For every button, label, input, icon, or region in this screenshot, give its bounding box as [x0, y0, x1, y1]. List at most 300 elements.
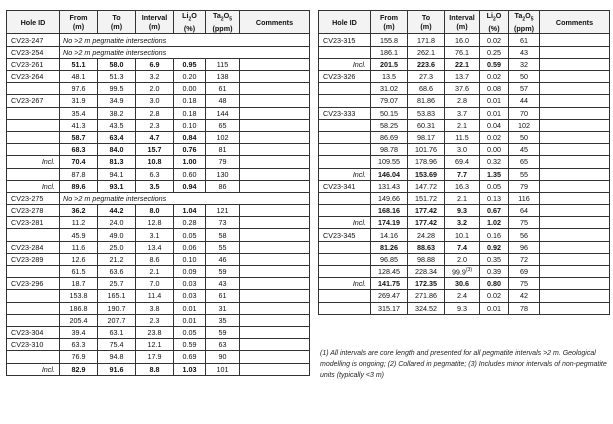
ta2o5-cell: 55: [206, 241, 240, 253]
to-cell: 171.8: [408, 34, 445, 46]
ta2o5-cell: 46: [206, 253, 240, 265]
from-cell: 97.6: [60, 83, 98, 95]
interval-cell: 30.6: [445, 278, 480, 290]
li2o-cell: 1.04: [174, 205, 206, 217]
footnote-marker: (3): [465, 267, 473, 274]
from-cell: 68.3: [60, 144, 98, 156]
li2o-cell: 1.03: [174, 363, 206, 375]
ta2o5-cell: 43: [509, 46, 540, 58]
comment-cell: [240, 326, 310, 338]
to-cell: 38.2: [98, 107, 136, 119]
to-cell: 51.3: [98, 71, 136, 83]
from-cell: 76.9: [60, 351, 98, 363]
hole-id-cell: [7, 302, 60, 314]
to-cell: 24.28: [408, 229, 445, 241]
table-row: [319, 192, 610, 204]
right-intercepts-table: [318, 10, 610, 315]
ta2o5-cell: 101: [206, 363, 240, 375]
li2o-cell: 0.67: [480, 205, 509, 217]
comment-cell: No >2 m pegmatite intersections: [60, 34, 310, 46]
table-row: [7, 339, 310, 351]
interval-cell: 3.2: [445, 217, 480, 229]
to-cell: 34.9: [98, 95, 136, 107]
comment-cell: [240, 302, 310, 314]
from-cell: 48.1: [60, 71, 98, 83]
from-cell: 109.55: [371, 156, 408, 168]
from-cell: 51.1: [60, 58, 98, 70]
comment-cell: [240, 71, 310, 83]
comment-cell: [540, 168, 610, 180]
li2o-cell: 0.01: [174, 314, 206, 326]
from-cell: 315.17: [371, 302, 408, 314]
ta2o5-cell: 73: [206, 217, 240, 229]
li2o-cell: 0.18: [174, 95, 206, 107]
comment-cell: [540, 205, 610, 217]
to-cell: 63.4: [98, 131, 136, 143]
interval-cell: 2.0: [445, 253, 480, 265]
to-cell: 178.96: [408, 156, 445, 168]
interval-cell: 3.2: [136, 71, 174, 83]
hole-id-cell: CV23-289: [7, 253, 60, 265]
table-row: [7, 156, 310, 168]
to-cell: 25.0: [98, 241, 136, 253]
hole-id-cell: [319, 156, 371, 168]
table-row: [7, 229, 310, 241]
to-cell: 93.1: [98, 180, 136, 192]
li2o-cell: 0.08: [480, 83, 509, 95]
header-from: From (m): [60, 11, 98, 34]
to-cell: 153.69: [408, 168, 445, 180]
hole-id-cell: CV23-267: [7, 95, 60, 107]
hole-id-cell: CV23-304: [7, 326, 60, 338]
from-cell: 201.5: [371, 58, 408, 70]
to-cell: 58.0: [98, 58, 136, 70]
from-cell: 35.4: [60, 107, 98, 119]
interval-cell: 2.8: [445, 95, 480, 107]
from-cell: 149.66: [371, 192, 408, 204]
from-cell: 12.6: [60, 253, 98, 265]
from-cell: 31.02: [371, 83, 408, 95]
comment-cell: [540, 229, 610, 241]
table-row: [319, 266, 610, 278]
li2o-cell: 0.10: [174, 253, 206, 265]
interval-cell: 6.9: [136, 58, 174, 70]
li2o-cell: 0.01: [480, 302, 509, 314]
ta2o5-cell: 90: [206, 351, 240, 363]
table-row: [319, 58, 610, 70]
table-row: [7, 58, 310, 70]
li2o-cell: 0.05: [174, 229, 206, 241]
li2o-cell: 1.02: [480, 217, 509, 229]
to-cell: 223.6: [408, 58, 445, 70]
comment-cell: [540, 278, 610, 290]
from-cell: 128.45: [371, 266, 408, 278]
hole-id-cell: CV23-281: [7, 217, 60, 229]
to-cell: 25.7: [98, 278, 136, 290]
interval-cell: 10.1: [445, 229, 480, 241]
table-row: [7, 168, 310, 180]
table-row: [7, 71, 310, 83]
interval-cell: 3.7: [445, 107, 480, 119]
table-row: [7, 107, 310, 119]
hole-id-cell: [7, 83, 60, 95]
ta2o5-cell: 44: [509, 95, 540, 107]
table-row: [319, 83, 610, 95]
li2o-cell: 0.02: [480, 71, 509, 83]
ta2o5-cell: 57: [509, 83, 540, 95]
table-row: [319, 302, 610, 314]
ta2o5-cell: 65: [206, 119, 240, 131]
header-to: To (m): [98, 11, 136, 34]
from-cell: 269.47: [371, 290, 408, 302]
table-row: [7, 192, 310, 204]
li2o-cell: 0.01: [480, 107, 509, 119]
li2o-cell: 0.76: [174, 144, 206, 156]
from-cell: 31.9: [60, 95, 98, 107]
to-cell: 98.88: [408, 253, 445, 265]
from-cell: 11.6: [60, 241, 98, 253]
ta2o5-cell: 58: [206, 229, 240, 241]
li2o-cell: 0.05: [174, 326, 206, 338]
from-cell: 58.7: [60, 131, 98, 143]
ta2o5-cell: 116: [509, 192, 540, 204]
comment-cell: [240, 156, 310, 168]
ta2o5-cell: 61: [206, 83, 240, 95]
to-cell: 84.0: [98, 144, 136, 156]
hole-id-cell: CV23-275: [7, 192, 60, 204]
table-row: [319, 278, 610, 290]
header-li2o: $Li_2O$ (%): [174, 11, 206, 34]
ta2o5-cell: 65: [509, 156, 540, 168]
hole-id-cell: CV23-261: [7, 58, 60, 70]
to-cell: 324.52: [408, 302, 445, 314]
ta2o5-cell: 79: [206, 156, 240, 168]
li2o-cell: 0.06: [174, 241, 206, 253]
hole-id-cell: [7, 144, 60, 156]
ta2o5-cell: 43: [206, 278, 240, 290]
interval-cell: 6.3: [136, 168, 174, 180]
from-cell: 79.07: [371, 95, 408, 107]
interval-cell: 7.4: [445, 241, 480, 253]
ta2o5-cell: 102: [509, 119, 540, 131]
to-cell: 63.6: [98, 266, 136, 278]
from-cell: 205.4: [60, 314, 98, 326]
interval-cell: 12.8: [136, 217, 174, 229]
header-row: [319, 11, 610, 34]
interval-cell: 2.0: [136, 83, 174, 95]
interval-cell: 3.1: [136, 229, 174, 241]
from-cell: 86.69: [371, 131, 408, 143]
comment-cell: [540, 192, 610, 204]
table-row: [319, 144, 610, 156]
comment-cell: [540, 46, 610, 58]
to-cell: 101.76: [408, 144, 445, 156]
li2o-cell: 0.39: [480, 266, 509, 278]
ta2o5-cell: 59: [206, 326, 240, 338]
table-row: [319, 107, 610, 119]
from-cell: 174.19: [371, 217, 408, 229]
table-row: [7, 314, 310, 326]
table-row: [7, 144, 310, 156]
ta2o5-cell: 48: [206, 95, 240, 107]
from-cell: 61.5: [60, 266, 98, 278]
comment-cell: [540, 290, 610, 302]
interval-cell: 4.7: [136, 131, 174, 143]
table-row: [7, 119, 310, 131]
interval-cell: 16.0: [445, 34, 480, 46]
comment-cell: [540, 34, 610, 46]
comment-cell: [240, 95, 310, 107]
from-cell: 36.2: [60, 205, 98, 217]
to-cell: 99.5: [98, 83, 136, 95]
header-to: To (m): [408, 11, 445, 34]
li2o-cell: 0.92: [480, 241, 509, 253]
from-cell: 153.8: [60, 290, 98, 302]
ta2o5-cell: 35: [206, 314, 240, 326]
li2o-cell: 0.05: [480, 180, 509, 192]
to-cell: 94.1: [98, 168, 136, 180]
from-cell: 89.6: [60, 180, 98, 192]
table-row: [319, 205, 610, 217]
comment-cell: [240, 131, 310, 143]
ta2o5-cell: 144: [206, 107, 240, 119]
table-row: [7, 95, 310, 107]
right-table-body: [319, 34, 610, 314]
comment-cell: No >2 m pegmatite intersections: [60, 46, 310, 58]
hole-id-cell: [319, 253, 371, 265]
li2o-cell: 0.84: [174, 131, 206, 143]
to-cell: 177.42: [408, 217, 445, 229]
to-cell: 228.34: [408, 266, 445, 278]
to-cell: 21.2: [98, 253, 136, 265]
interval-cell: 8.0: [136, 205, 174, 217]
hole-id-cell: CV23-315: [319, 34, 371, 46]
comment-cell: [540, 302, 610, 314]
comment-cell: [240, 363, 310, 375]
comment-cell: [540, 156, 610, 168]
hole-id-cell: [319, 95, 371, 107]
interval-cell: 9.3: [445, 205, 480, 217]
li2o-cell: 0.09: [174, 266, 206, 278]
interval-cell: 3.5: [136, 180, 174, 192]
interval-cell: 22.1: [445, 58, 480, 70]
header-hole-id: Hole ID: [7, 11, 60, 34]
from-cell: 186.1: [371, 46, 408, 58]
to-cell: 262.1: [408, 46, 445, 58]
from-cell: 146.04: [371, 168, 408, 180]
interval-cell: 99.9$^{(3)}$: [445, 266, 480, 278]
table-row: [319, 253, 610, 265]
interval-cell: 2.4: [445, 290, 480, 302]
ta2o5-cell: 75: [509, 217, 540, 229]
table-row: [7, 180, 310, 192]
hole-id-cell: [7, 290, 60, 302]
from-cell: 96.85: [371, 253, 408, 265]
table-row: [319, 131, 610, 143]
table-row: [7, 302, 310, 314]
to-cell: 81.86: [408, 95, 445, 107]
li2o-cell: 1.35: [480, 168, 509, 180]
interval-cell: 3.0: [136, 95, 174, 107]
li2o-cell: 0.69: [174, 351, 206, 363]
hole-id-cell: [319, 119, 371, 131]
table-row: [7, 326, 310, 338]
comment-cell: [240, 266, 310, 278]
li2o-cell: 0.32: [480, 156, 509, 168]
hole-id-cell: [7, 168, 60, 180]
li2o-cell: 0.25: [480, 46, 509, 58]
header-li2o: $Li_2O$ (%): [480, 11, 509, 34]
hole-id-cell: CV23-310: [7, 339, 60, 351]
from-cell: 98.78: [371, 144, 408, 156]
ta2o5-cell: 50: [509, 131, 540, 143]
from-cell: 63.3: [60, 339, 98, 351]
interval-cell: 76.1: [445, 46, 480, 58]
interval-cell: 8.6: [136, 253, 174, 265]
interval-cell: 7.7: [445, 168, 480, 180]
table-row: [7, 34, 310, 46]
ta2o5-cell: 86: [206, 180, 240, 192]
from-cell: 39.4: [60, 326, 98, 338]
from-cell: 13.5: [371, 71, 408, 83]
table-row: [319, 95, 610, 107]
comment-cell: [540, 58, 610, 70]
footnotes: (1) All intervals are core length and presented for all pegmatite intervals >2 m. Geological modelling is ongoing; (2) Collared in pegmatite; (3) Includes minor intervals of non-pegmatite units (typically <3 m): [320, 350, 607, 379]
table-row: [319, 168, 610, 180]
from-cell: 82.9: [60, 363, 98, 375]
to-cell: 147.72: [408, 180, 445, 192]
to-cell: 98.17: [408, 131, 445, 143]
hole-id-cell: Incl.: [319, 58, 371, 70]
hole-id-cell: [319, 290, 371, 302]
table-row: [7, 278, 310, 290]
comment-cell: [540, 253, 610, 265]
comment-cell: [240, 290, 310, 302]
table-row: [319, 180, 610, 192]
header-ta2o5: $Ta_2O_5$ (ppm): [509, 11, 540, 34]
header-interval: Interval (m): [136, 11, 174, 34]
ta2o5-cell: 81: [206, 144, 240, 156]
li2o-cell: 0.28: [174, 217, 206, 229]
table-row: [319, 46, 610, 58]
interval-cell: 3.8: [136, 302, 174, 314]
hole-id-cell: [319, 83, 371, 95]
interval-cell: 13.4: [136, 241, 174, 253]
li2o-cell: 0.80: [480, 278, 509, 290]
li2o-cell: 0.18: [174, 107, 206, 119]
interval-cell: 2.1: [445, 119, 480, 131]
to-cell: 60.31: [408, 119, 445, 131]
hole-id-cell: CV23-247: [7, 34, 60, 46]
header-comments: Comments: [240, 11, 310, 34]
hole-id-cell: [319, 205, 371, 217]
interval-cell: 8.8: [136, 363, 174, 375]
ta2o5-cell: 72: [509, 253, 540, 265]
comment-cell: [540, 119, 610, 131]
table-row: [7, 205, 310, 217]
hole-id-cell: [319, 46, 371, 58]
to-cell: 68.6: [408, 83, 445, 95]
hole-id-cell: Incl.: [319, 278, 371, 290]
li2o-cell: 0.01: [174, 302, 206, 314]
from-cell: 70.4: [60, 156, 98, 168]
to-cell: 88.63: [408, 241, 445, 253]
from-cell: 131.43: [371, 180, 408, 192]
comment-cell: [240, 241, 310, 253]
li2o-cell: 0.16: [480, 229, 509, 241]
comment-cell: [540, 83, 610, 95]
ta2o5-cell: 130: [206, 168, 240, 180]
table-row: [7, 363, 310, 375]
comment-cell: [540, 217, 610, 229]
ta2o5-cell: 31: [206, 302, 240, 314]
li2o-cell: 0.94: [174, 180, 206, 192]
hole-id-cell: [7, 229, 60, 241]
li2o-cell: 0.00: [480, 144, 509, 156]
ta2o5-cell: 96: [509, 241, 540, 253]
from-cell: 141.75: [371, 278, 408, 290]
table-row: [7, 290, 310, 302]
from-cell: 155.8: [371, 34, 408, 46]
from-cell: 50.15: [371, 107, 408, 119]
to-cell: 190.7: [98, 302, 136, 314]
table-row: [7, 83, 310, 95]
ta2o5-cell: 64: [509, 205, 540, 217]
li2o-cell: 0.59: [174, 339, 206, 351]
ta2o5-cell: 78: [509, 302, 540, 314]
header-row: [7, 11, 310, 34]
ta2o5-cell: 32: [509, 58, 540, 70]
ta2o5-cell: 61: [509, 34, 540, 46]
to-cell: 63.1: [98, 326, 136, 338]
interval-cell: 16.3: [445, 180, 480, 192]
comment-cell: [240, 229, 310, 241]
li2o-cell: 1.00: [174, 156, 206, 168]
interval-cell: 11.4: [136, 290, 174, 302]
li2o-cell: 0.03: [174, 290, 206, 302]
ta2o5-cell: 56: [509, 229, 540, 241]
li2o-cell: 0.04: [480, 119, 509, 131]
table-row: [319, 34, 610, 46]
li2o-cell: 0.95: [174, 58, 206, 70]
li2o-cell: 0.03: [174, 278, 206, 290]
ta2o5-cell: 63: [206, 339, 240, 351]
interval-cell: 12.1: [136, 339, 174, 351]
table-row: [7, 351, 310, 363]
comment-cell: [540, 144, 610, 156]
ta2o5-cell: 121: [206, 205, 240, 217]
comment-cell: [240, 217, 310, 229]
interval-cell: 17.9: [136, 351, 174, 363]
hole-id-cell: Incl.: [7, 180, 60, 192]
hole-id-cell: [319, 266, 371, 278]
interval-cell: 13.7: [445, 71, 480, 83]
table-row: [7, 253, 310, 265]
to-cell: 151.72: [408, 192, 445, 204]
interval-cell: 10.8: [136, 156, 174, 168]
from-cell: 45.9: [60, 229, 98, 241]
li2o-cell: 0.01: [480, 95, 509, 107]
li2o-cell: 0.10: [174, 119, 206, 131]
hole-id-cell: CV23-254: [7, 46, 60, 58]
li2o-cell: 0.20: [174, 71, 206, 83]
hole-id-cell: [319, 131, 371, 143]
comment-cell: [240, 168, 310, 180]
comment-cell: [240, 180, 310, 192]
ta2o5-cell: 42: [509, 290, 540, 302]
interval-cell: 7.0: [136, 278, 174, 290]
comment-cell: [540, 266, 610, 278]
